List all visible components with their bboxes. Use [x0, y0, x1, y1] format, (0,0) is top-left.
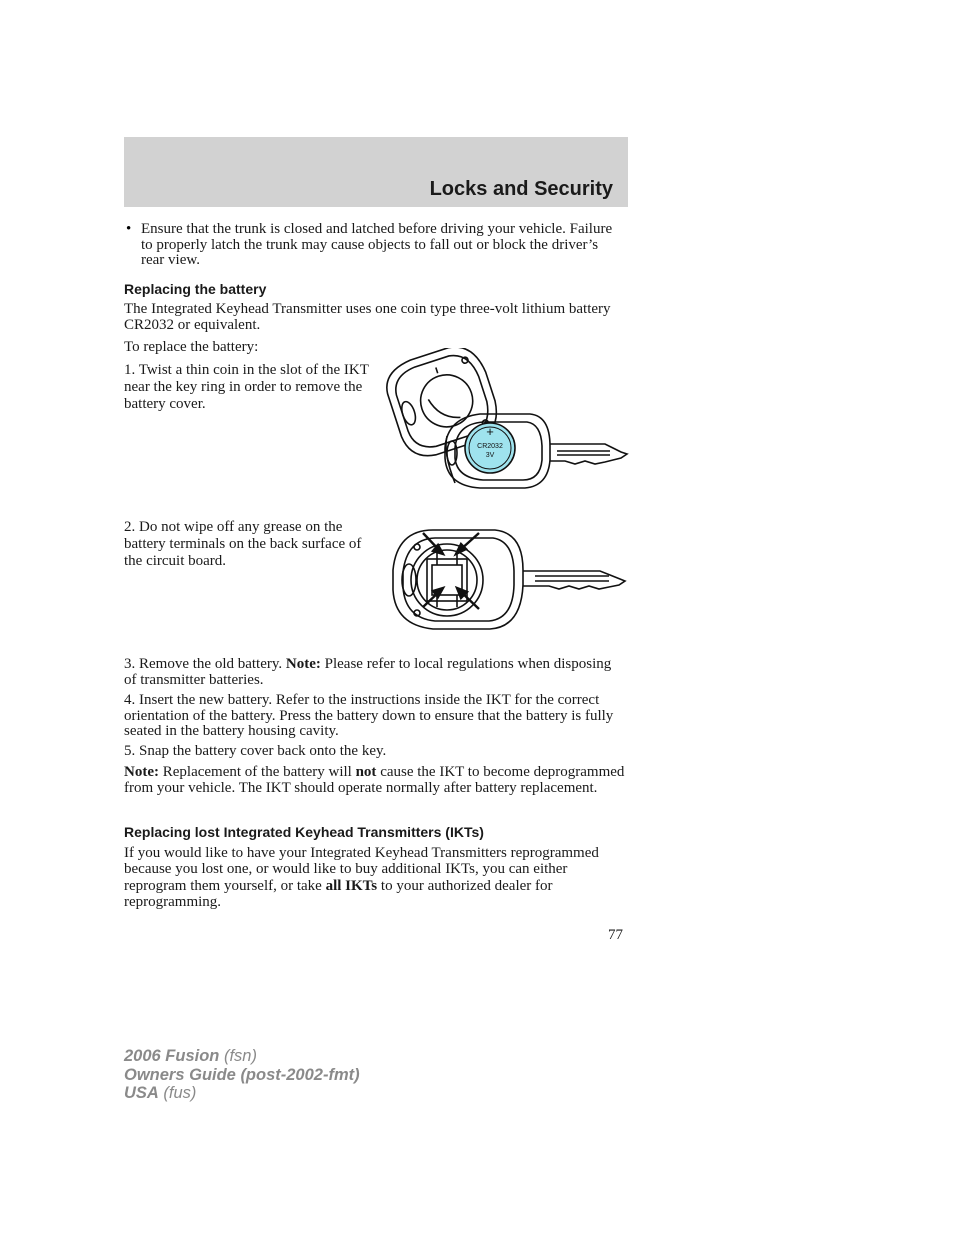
note-part-1: Replacement of the battery will: [158, 764, 356, 780]
step-5: 5. Snap the battery cover back onto the key.: [124, 743, 387, 759]
battery-plus-label: +: [486, 424, 494, 439]
section-header-band: [124, 137, 628, 207]
footer-model: 2006 Fusion: [124, 1047, 220, 1065]
heading-replacing-battery: Replacing the battery: [124, 281, 267, 297]
footer-line-3: [124, 1084, 360, 1103]
note-part-2: cause the IKT to become deprogrammed from your vehicle. The IKT should operate normally after battery replacement.: [124, 764, 625, 796]
footer-market: USA: [124, 1084, 159, 1102]
key-circuit-board-illustration: [385, 525, 630, 633]
step-4: 4. Insert the new battery. Refer to the instructions inside the IKT for the correct orientation of the battery. Press the battery down to ensure that the battery is fully seated in the battery housing cavity.: [124, 692, 614, 739]
page-number: 77: [608, 927, 623, 943]
footer-guide: Owners Guide (post-2002-fmt): [124, 1065, 360, 1084]
battery-model-label: CR2032: [477, 443, 503, 450]
bullet-text: Ensure that the trunk is closed and latched before driving your vehicle. Failure to properly latch the trunk may cause objects to fall out or block the driver’s rear view.: [141, 221, 613, 268]
bullet-icon: •: [126, 221, 132, 237]
step-3-suffix: Please refer to local regulations when disposing of transmitter batteries.: [124, 656, 612, 688]
step-3: [124, 657, 624, 688]
footer-line-1: [124, 1047, 360, 1066]
footer-line-2: [124, 1066, 360, 1085]
intro-paragraph: The Integrated Keyhead Transmitter uses one coin type three-volt lithium battery CR2032 or equivalent.: [124, 301, 611, 333]
footer-market-code: (fus): [158, 1084, 197, 1102]
document-footer: [124, 1047, 360, 1103]
heading-replacing-lost-ikts: Replacing lost Integrated Keyhead Transmitters (IKTs): [124, 824, 484, 840]
lost-ikts-part-2: to your authorized dealer for reprogramming.: [124, 877, 553, 910]
lost-ikts-paragraph: [124, 845, 624, 910]
battery-note: [124, 765, 628, 796]
section-title: Locks and Security: [429, 178, 613, 200]
note-bold: not: [355, 764, 377, 780]
step-1: 1. Twist a thin coin in the slot of the IKT near the key ring in order to remove the battery cover.: [124, 362, 369, 412]
to-replace-text: To replace the battery:: [124, 339, 259, 355]
note-label: Note:: [124, 764, 159, 780]
footer-model-code: (fsn): [219, 1047, 257, 1065]
step-3-note-label: Note:: [285, 656, 321, 672]
step-3-prefix: 3. Remove the old battery.: [124, 656, 286, 672]
step-2: 2. Do not wipe off any grease on the battery terminals on the back surface of the circuit board.: [124, 519, 362, 569]
lost-ikts-part-1: If you would like to have your Integrated Keyhead Transmitters reprogrammed because you lost one, or would like to buy additional IKTs, you can either reprogram them yourself, or take: [124, 845, 599, 894]
battery-voltage-label: 3V: [485, 452, 495, 459]
key-battery-cover-illustration: [385, 348, 630, 493]
lost-ikts-bold: all IKTs: [325, 877, 378, 894]
